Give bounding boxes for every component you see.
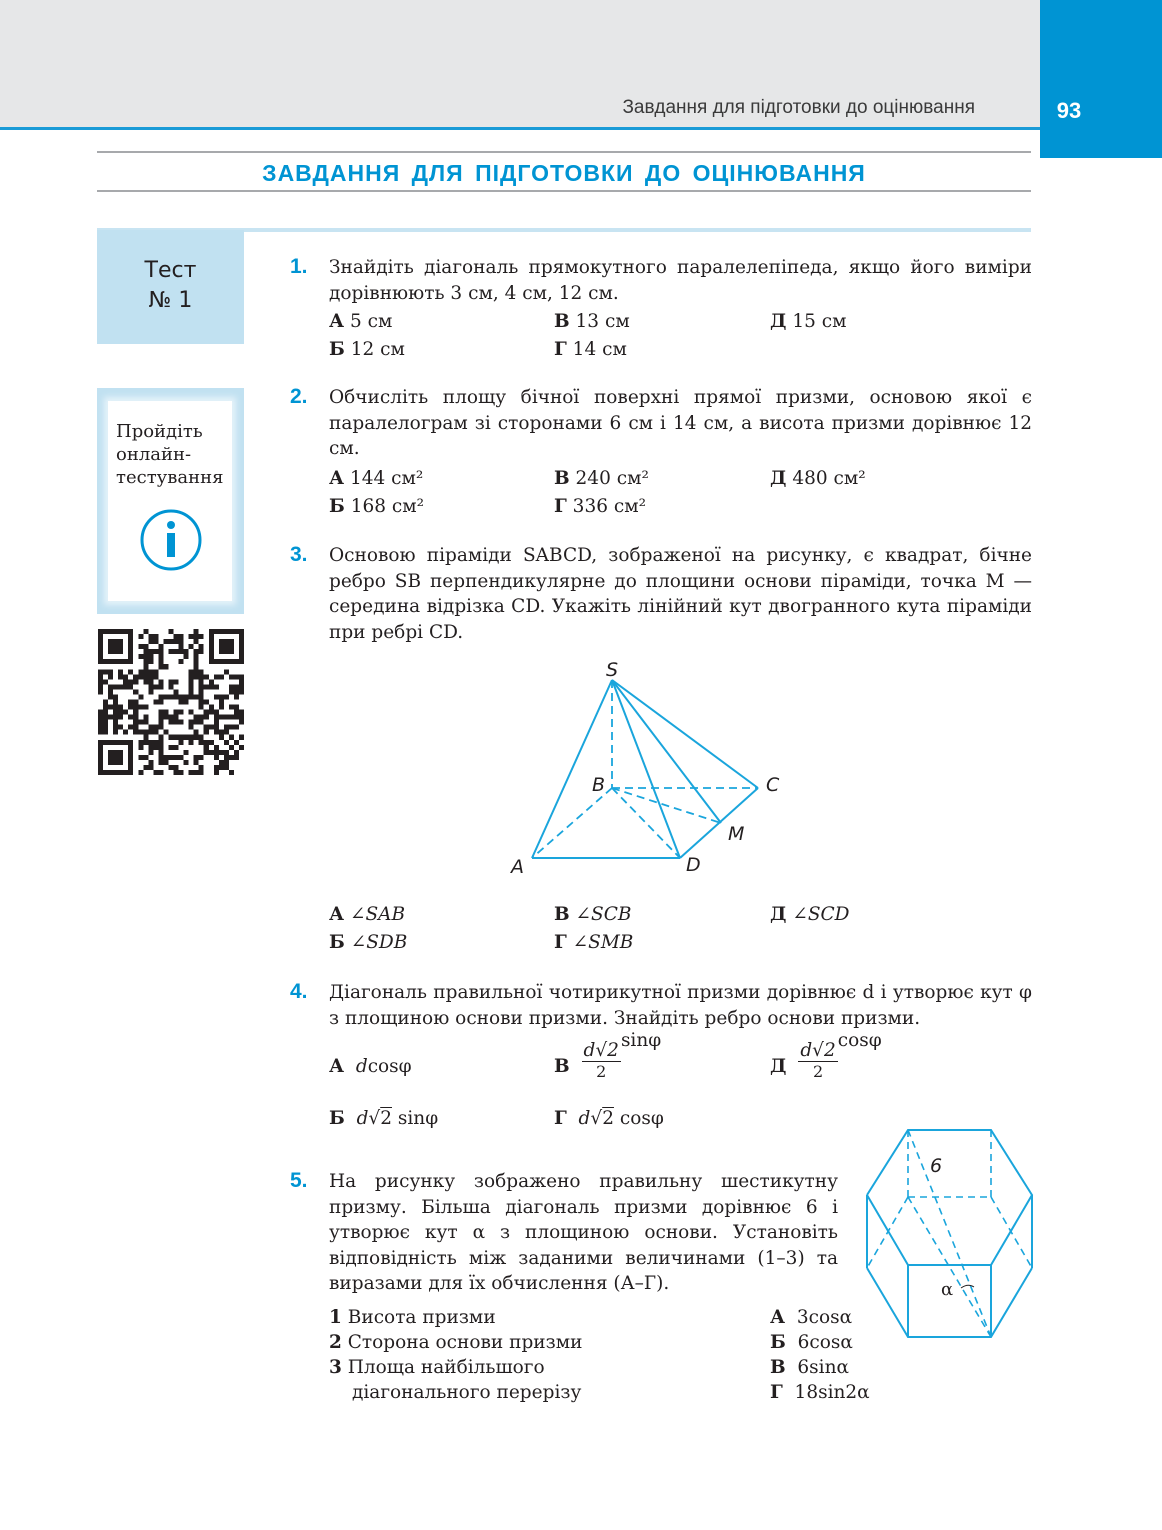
answer-option[interactable]: А dcosφ: [329, 1056, 412, 1077]
section-title: ЗАВДАННЯ ДЛЯ ПІДГОТОВКИ ДО ОЦІНЮВАННЯ: [262, 160, 866, 186]
label-m: M: [728, 823, 745, 845]
answer-option[interactable]: Б ∠SDB: [329, 932, 408, 953]
test-label: [97, 256, 244, 316]
question-text: На рисунку зображено правильну шестикутну призму. Більша діагональ призми дорівнює 6 і утворює кут α з площиною основи. Установіть відповідність між заданими величинами (1–3) та виразами для їх обчислення (А–Г).: [329, 1171, 838, 1294]
label-s: S: [606, 659, 619, 681]
page-number: 93: [1056, 98, 1082, 123]
label-alpha: α: [941, 1279, 954, 1300]
online-test-text: [116, 420, 236, 489]
answer-option[interactable]: А 144 см²: [329, 468, 424, 489]
test-label-line: Тест: [144, 258, 197, 283]
answer-option[interactable]: А 5 см: [329, 311, 393, 332]
page-number-box: [1040, 0, 1162, 158]
answer-option[interactable]: В 240 см²: [554, 468, 649, 489]
question-text: Знайдіть діагональ прямокутного паралелепіпеда, якщо його виміри дорівнюють 3 см, 4 см, 12 см.: [329, 257, 1032, 304]
hexagonal-prism-figure: [858, 1122, 1038, 1344]
header-rule: [0, 127, 1040, 130]
match-item: 3 Площа найбільшого: [329, 1357, 545, 1378]
answer-option[interactable]: Б 12 см: [329, 339, 405, 360]
answer-option[interactable]: Д 15 см: [770, 311, 847, 332]
match-item: діагонального перерізу: [352, 1382, 582, 1403]
question-number: 1.: [290, 255, 308, 278]
online-text-line: онлайн-: [116, 444, 192, 465]
answer-option[interactable]: А ∠SAB: [329, 904, 406, 925]
answer-option[interactable]: Б d√2 sinφ: [329, 1108, 439, 1129]
question-number: 5.: [290, 1169, 308, 1192]
answer-option[interactable]: Д ∠SCD: [770, 904, 850, 925]
label-b: B: [592, 774, 606, 796]
pyramid-figure: [500, 655, 800, 885]
divider: [97, 151, 1031, 153]
question-text: Обчисліть площу бічної поверхні прямої призми, основою якої є паралелограм зі сторонами 6 см і 14 см, а висота призми дорівнює 12 см.: [329, 387, 1032, 459]
label-six: 6: [930, 1155, 943, 1177]
match-option[interactable]: Б 6cosα: [770, 1332, 853, 1353]
match-item: 1 Висота призми: [329, 1307, 496, 1328]
answer-option[interactable]: Д $\frac{d√2}{2}$ cosφ: [770, 1030, 882, 1081]
question-number: 4.: [290, 980, 308, 1003]
question-number: 2.: [290, 385, 308, 408]
answer-option[interactable]: В $\frac{d√2}{2}$ sinφ: [554, 1030, 662, 1081]
match-item: 2 Сторона основи призми: [329, 1332, 583, 1353]
online-text-line: Пройдіть: [116, 421, 203, 442]
running-title: Завдання для підготовки до оцінювання: [622, 97, 975, 118]
label-d: D: [686, 854, 701, 876]
answer-option[interactable]: Д 480 см²: [770, 468, 866, 489]
answer-option[interactable]: Б 168 см²: [329, 496, 425, 517]
fraction: $\frac{d√2}{2}$: [800, 1040, 836, 1081]
question-text: Основою піраміди SABCD, зображеної на рисунку, є квадрат, бічне ребро SB перпендикулярне до площини основи піраміди, точка M — середина відрізка CD. Укажіть лінійний кут двогранного кута піраміди при ребрі CD.: [329, 545, 1032, 643]
divider: [97, 190, 1031, 192]
answer-option[interactable]: В 13 см: [554, 311, 630, 332]
match-option[interactable]: В 6sinα: [770, 1357, 849, 1378]
question-text: Діагональ правильної чотирикутної призми дорівнює d і утворює кут φ з площиною основи призми. Знайдіть ребро основи призми.: [329, 982, 1032, 1029]
label-c: C: [766, 774, 780, 796]
label-a: A: [511, 856, 524, 878]
match-option[interactable]: А 3cosα: [770, 1307, 853, 1328]
online-text-line: тестування: [116, 467, 224, 488]
fraction: $\frac{d√2}{2}$: [583, 1040, 619, 1081]
answer-option[interactable]: Г d√2 cosφ: [554, 1108, 664, 1129]
test-label-line: № 1: [148, 288, 193, 313]
question-number: 3.: [290, 543, 308, 566]
info-icon[interactable]: [139, 508, 203, 572]
qr-code-icon[interactable]: [98, 629, 244, 775]
answer-option[interactable]: В ∠SCB: [554, 904, 632, 925]
answer-option[interactable]: Г 336 см²: [554, 496, 647, 517]
match-option[interactable]: Г 18sin2α: [770, 1382, 870, 1403]
answer-option[interactable]: Г 14 см: [554, 339, 627, 360]
answer-option[interactable]: Г ∠SMB: [554, 932, 634, 953]
